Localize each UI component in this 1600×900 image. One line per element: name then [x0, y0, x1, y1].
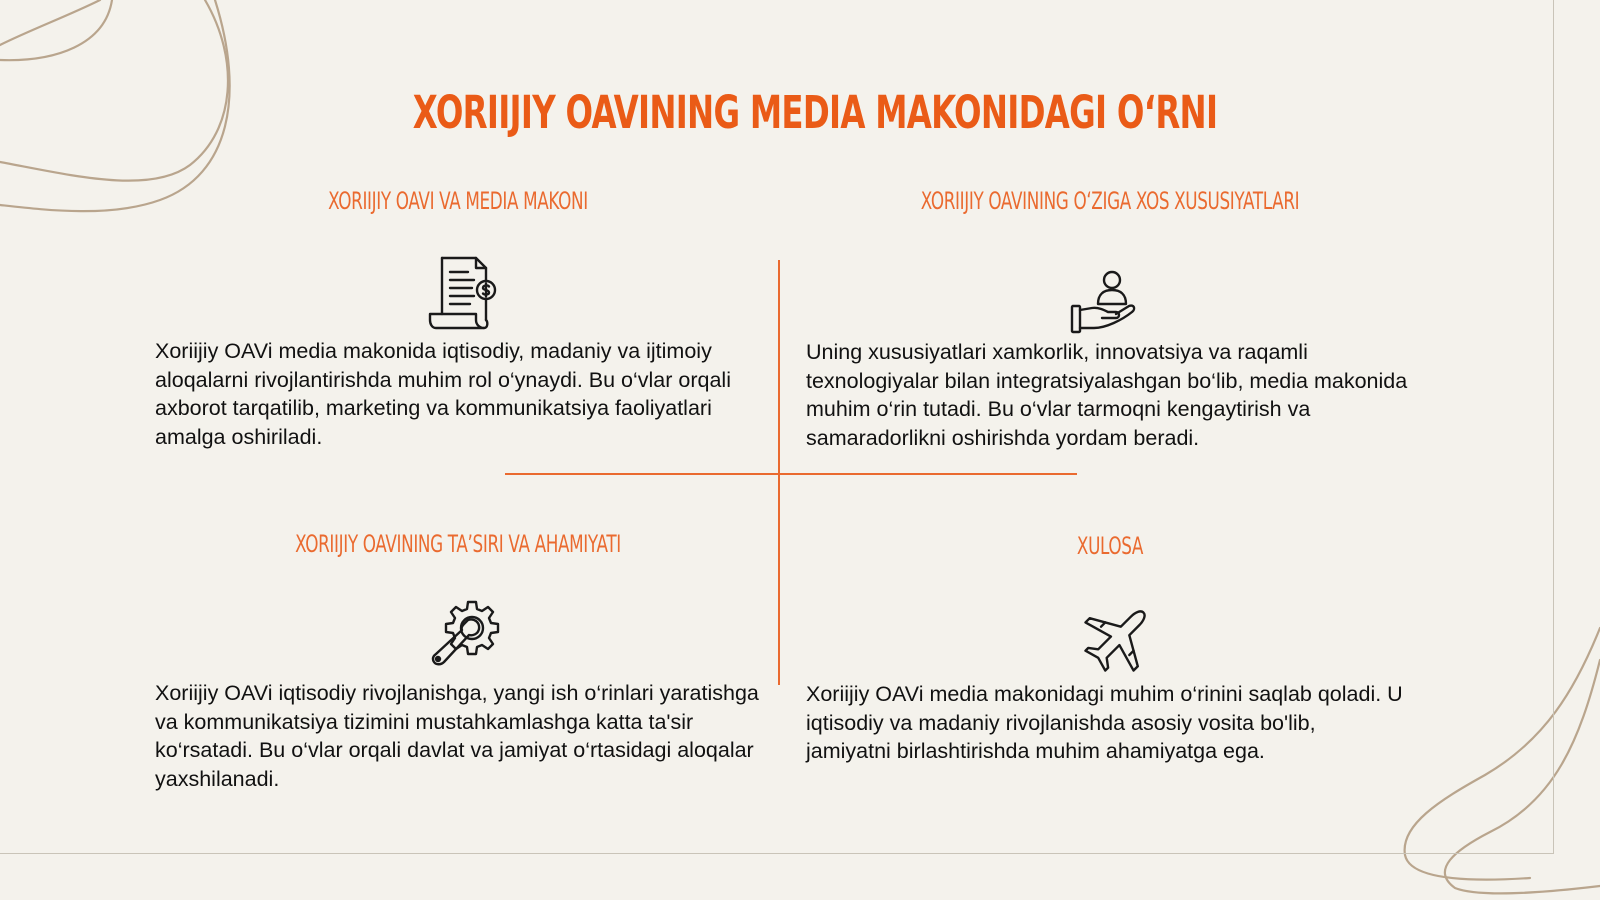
- section-text: Xoriijiy OAVi media makonida iqtisodiy, madaniy va ijtimoiy aloqalarni rivojlantirishda muhim rol o‘ynaydi. Bu o‘vlar orqali axborot tarqatilib, marketing va kommunikatsiya faoliyatlari amalga oshiriladi.: [155, 339, 731, 449]
- section-heading: XORIIJIY OAVINING TA’SIRI VA AHAMIYATI: [295, 530, 621, 558]
- section-heading: XULOSA: [1076, 532, 1144, 560]
- section-heading: XORIIJIY OAVINING O‘ZIGA XOS XUSUSIYATLARI: [920, 187, 1300, 215]
- gear-wrench-icon: [424, 596, 504, 676]
- frame-border-right: [1553, 0, 1554, 853]
- horizontal-divider: [505, 473, 1077, 475]
- document-dollar-icon: [424, 252, 504, 332]
- airplane-icon: [1078, 598, 1158, 678]
- section-text: Xoriijiy OAVi iqtisodiy rivojlanishga, yangi ish o‘rinlari yaratishga va kommunikatsiya tizimini mustahkamlashga katta ta'sir ko‘rsatadi. Bu o‘vlar orqali davlat va jamiyat o‘rtasidagi aloqalar yaxshilanadi.: [155, 681, 759, 791]
- frame-border-bottom: [0, 853, 1554, 854]
- section-text: Uning xususiyatlari xamkorlik, innovatsiya va raqamli texnologiyalar bilan integratsiyalashgan bo‘lib, media makonida muhim o‘rin tutadi. Bu o‘vlar tarmoqni kengaytirish va samaradorlikni oshirishda yordam beradi.: [806, 340, 1408, 450]
- slide-title: XORIIJIY OAVINING MEDIA MAKONIDAGI O‘RNI: [412, 86, 1218, 139]
- section-heading: XORIIJIY OAVI VA MEDIA MAKONI: [328, 187, 588, 215]
- section-text: Xoriijiy OAVi media makonidagi muhim o‘rinini saqlab qoladi. U iqtisodiy va madaniy rivojlanishda asosiy vosita bo'lib, jamiyatni birlashtirishda muhim ahamiyatga ega.: [806, 682, 1403, 763]
- hand-person-icon: [1064, 264, 1144, 344]
